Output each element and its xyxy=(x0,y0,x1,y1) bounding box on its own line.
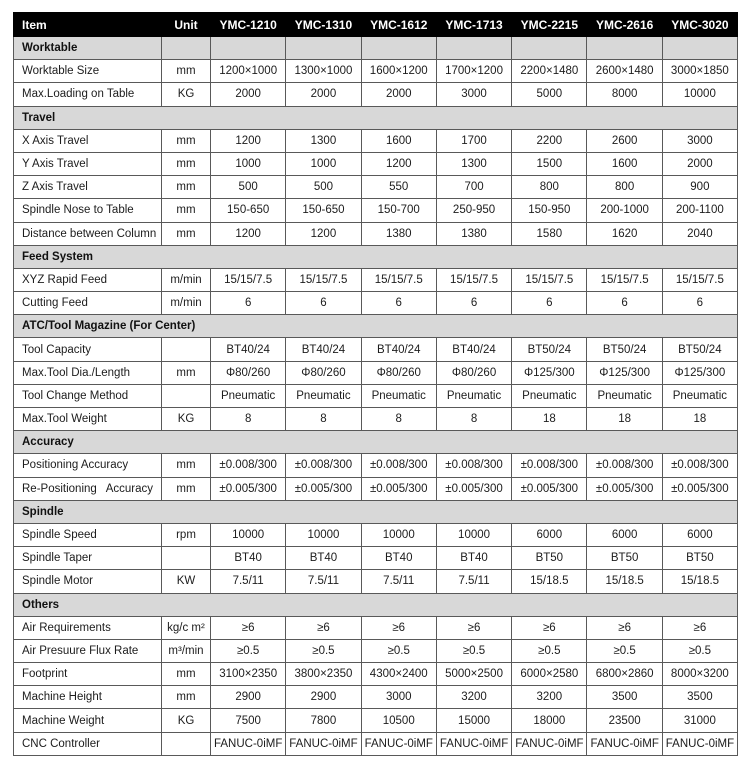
section-row-spindle xyxy=(14,500,738,523)
value-cell: 10000 xyxy=(211,523,286,546)
value-cell: 18000 xyxy=(512,709,587,732)
value-cell: 10500 xyxy=(361,709,436,732)
unit-cell: mm xyxy=(162,477,211,500)
value-cell: 8000 xyxy=(587,83,662,106)
value-cell: 1700×1200 xyxy=(436,60,511,83)
value-cell: 2600×1480 xyxy=(587,60,662,83)
value-cell: 1000 xyxy=(211,152,286,175)
value-cell: 6 xyxy=(211,292,286,315)
value-cell: 1380 xyxy=(361,222,436,245)
spec-row-spindle-motor xyxy=(14,570,738,593)
unit-cell: mm xyxy=(162,152,211,175)
value-cell: 6000×2580 xyxy=(512,663,587,686)
section-title: Feed System xyxy=(14,245,738,268)
value-cell: BT40/24 xyxy=(286,338,361,361)
value-cell: ≥6 xyxy=(211,616,286,639)
spec-row-footprint xyxy=(14,663,738,686)
value-cell: BT40 xyxy=(361,547,436,570)
value-cell: Pneumatic xyxy=(436,384,511,407)
spec-row-tool-change-method xyxy=(14,384,738,407)
value-cell: Pneumatic xyxy=(211,384,286,407)
value-cell: 200-1000 xyxy=(587,199,662,222)
value-cell: ±0.008/300 xyxy=(512,454,587,477)
value-cell: 6 xyxy=(361,292,436,315)
unit-cell: mm xyxy=(162,686,211,709)
row-label: Footprint xyxy=(14,663,162,686)
value-cell: BT40/24 xyxy=(436,338,511,361)
value-cell: 8 xyxy=(361,408,436,431)
column-header-item: Item xyxy=(14,13,162,37)
value-cell: 1700 xyxy=(436,129,511,152)
value-cell: 15/18.5 xyxy=(512,570,587,593)
value-cell: 2000 xyxy=(286,83,361,106)
row-label: Max.Loading on Table xyxy=(14,83,162,106)
value-cell: 2200×1480 xyxy=(512,60,587,83)
section-empty-cell xyxy=(162,37,211,60)
value-cell: 6 xyxy=(512,292,587,315)
value-cell: 3100×2350 xyxy=(211,663,286,686)
value-cell: ±0.005/300 xyxy=(436,477,511,500)
value-cell: 7.5/11 xyxy=(361,570,436,593)
value-cell: 15/15/7.5 xyxy=(436,268,511,291)
value-cell: 8 xyxy=(286,408,361,431)
value-cell: 2900 xyxy=(286,686,361,709)
row-label: Air Requirements xyxy=(14,616,162,639)
spec-row-positioning-accuracy xyxy=(14,454,738,477)
spec-row-y-axis-travel xyxy=(14,152,738,175)
value-cell: 15/15/7.5 xyxy=(211,268,286,291)
row-label: Machine Height xyxy=(14,686,162,709)
value-cell: 1200 xyxy=(286,222,361,245)
value-cell: 1380 xyxy=(436,222,511,245)
spec-row-max-loading-on-table xyxy=(14,83,738,106)
value-cell: 800 xyxy=(587,176,662,199)
value-cell: 7.5/11 xyxy=(211,570,286,593)
section-title: Others xyxy=(14,593,738,616)
row-label: Cutting Feed xyxy=(14,292,162,315)
spec-row-max-tool-weight xyxy=(14,408,738,431)
value-cell: 18 xyxy=(512,408,587,431)
value-cell: ±0.008/300 xyxy=(436,454,511,477)
value-cell: 18 xyxy=(662,408,737,431)
value-cell: 1300 xyxy=(286,129,361,152)
row-label: XYZ Rapid Feed xyxy=(14,268,162,291)
value-cell: 15/15/7.5 xyxy=(361,268,436,291)
section-row-travel xyxy=(14,106,738,129)
unit-cell: mm xyxy=(162,129,211,152)
value-cell: ±0.005/300 xyxy=(211,477,286,500)
value-cell: ±0.008/300 xyxy=(662,454,737,477)
value-cell: Φ80/260 xyxy=(436,361,511,384)
row-label: Spindle Taper xyxy=(14,547,162,570)
value-cell: 3200 xyxy=(436,686,511,709)
value-cell: 1300×1000 xyxy=(286,60,361,83)
row-label: Z Axis Travel xyxy=(14,176,162,199)
unit-cell: mm xyxy=(162,199,211,222)
spec-row-air-presuure-flux-rate xyxy=(14,639,738,662)
value-cell: 15/18.5 xyxy=(662,570,737,593)
value-cell: 3500 xyxy=(587,686,662,709)
unit-cell: rpm xyxy=(162,523,211,546)
section-row-atc-tool-magazine-for-center xyxy=(14,315,738,338)
unit-cell: mm xyxy=(162,454,211,477)
spec-row-cnc-controller xyxy=(14,732,738,755)
value-cell: ±0.008/300 xyxy=(587,454,662,477)
value-cell: 2000 xyxy=(662,152,737,175)
value-cell: BT50/24 xyxy=(512,338,587,361)
value-cell: Φ80/260 xyxy=(286,361,361,384)
spec-row-xyz-rapid-feed xyxy=(14,268,738,291)
value-cell: 550 xyxy=(361,176,436,199)
value-cell: Pneumatic xyxy=(361,384,436,407)
value-cell: 3000 xyxy=(662,129,737,152)
value-cell: 1500 xyxy=(512,152,587,175)
value-cell: 1200 xyxy=(211,129,286,152)
section-title: Spindle xyxy=(14,500,738,523)
value-cell: 150-950 xyxy=(512,199,587,222)
value-cell: BT50 xyxy=(662,547,737,570)
value-cell: 5000 xyxy=(512,83,587,106)
value-cell: 2900 xyxy=(211,686,286,709)
value-cell: ≥6 xyxy=(512,616,587,639)
value-cell: BT40/24 xyxy=(211,338,286,361)
section-row-worktable xyxy=(14,37,738,60)
value-cell: ±0.008/300 xyxy=(286,454,361,477)
value-cell: BT50/24 xyxy=(662,338,737,361)
value-cell: FANUC-0iMF xyxy=(587,732,662,755)
row-label: Tool Change Method xyxy=(14,384,162,407)
row-label: Positioning Accuracy xyxy=(14,454,162,477)
value-cell: Φ80/260 xyxy=(211,361,286,384)
row-label: X Axis Travel xyxy=(14,129,162,152)
value-cell: ≥6 xyxy=(436,616,511,639)
section-row-feed-system xyxy=(14,245,738,268)
value-cell: 15/15/7.5 xyxy=(662,268,737,291)
value-cell: 15000 xyxy=(436,709,511,732)
value-cell: 3000×1850 xyxy=(662,60,737,83)
value-cell: Pneumatic xyxy=(662,384,737,407)
value-cell: Φ125/300 xyxy=(512,361,587,384)
value-cell: 1000 xyxy=(286,152,361,175)
spec-row-worktable-size xyxy=(14,60,738,83)
section-title: Travel xyxy=(14,106,738,129)
value-cell: 4300×2400 xyxy=(361,663,436,686)
row-label: Air Presuure Flux Rate xyxy=(14,639,162,662)
unit-cell: kg/c m² xyxy=(162,616,211,639)
section-empty-cell xyxy=(436,37,511,60)
value-cell: 700 xyxy=(436,176,511,199)
value-cell: 10000 xyxy=(361,523,436,546)
value-cell: 8000×3200 xyxy=(662,663,737,686)
section-row-others xyxy=(14,593,738,616)
value-cell: 7800 xyxy=(286,709,361,732)
value-cell: 6 xyxy=(587,292,662,315)
value-cell: FANUC-0iMF xyxy=(361,732,436,755)
value-cell: 2200 xyxy=(512,129,587,152)
value-cell: ≥0.5 xyxy=(211,639,286,662)
value-cell: 3500 xyxy=(662,686,737,709)
value-cell: 6000 xyxy=(662,523,737,546)
value-cell: ±0.008/300 xyxy=(361,454,436,477)
value-cell: 15/15/7.5 xyxy=(587,268,662,291)
spec-row-z-axis-travel xyxy=(14,176,738,199)
value-cell: ≥6 xyxy=(662,616,737,639)
value-cell: 6 xyxy=(436,292,511,315)
column-header-model: YMC-3020 xyxy=(662,13,737,37)
row-label: Spindle Nose to Table xyxy=(14,199,162,222)
column-header-model: YMC-1210 xyxy=(211,13,286,37)
value-cell: ≥0.5 xyxy=(512,639,587,662)
row-label: Tool Capacity xyxy=(14,338,162,361)
unit-cell: mm xyxy=(162,176,211,199)
row-label: Y Axis Travel xyxy=(14,152,162,175)
spec-row-distance-between-column xyxy=(14,222,738,245)
value-cell: 10000 xyxy=(286,523,361,546)
spec-row-x-axis-travel xyxy=(14,129,738,152)
value-cell: ≥6 xyxy=(286,616,361,639)
value-cell: FANUC-0iMF xyxy=(662,732,737,755)
value-cell: ≥0.5 xyxy=(361,639,436,662)
unit-cell: mm xyxy=(162,663,211,686)
value-cell: 1580 xyxy=(512,222,587,245)
table-body xyxy=(14,37,738,756)
value-cell: 150-650 xyxy=(211,199,286,222)
value-cell: 6000 xyxy=(512,523,587,546)
row-label: Max.Tool Weight xyxy=(14,408,162,431)
value-cell: 6 xyxy=(286,292,361,315)
machine-spec-table xyxy=(13,12,738,756)
value-cell: ±0.005/300 xyxy=(662,477,737,500)
unit-cell: m³/min xyxy=(162,639,211,662)
row-label: Spindle Speed xyxy=(14,523,162,546)
value-cell: 1200 xyxy=(361,152,436,175)
unit-cell: mm xyxy=(162,361,211,384)
value-cell: BT50 xyxy=(587,547,662,570)
value-cell: 1300 xyxy=(436,152,511,175)
value-cell: ±0.005/300 xyxy=(512,477,587,500)
spec-row-spindle-speed xyxy=(14,523,738,546)
unit-cell: KW xyxy=(162,570,211,593)
value-cell: ≥6 xyxy=(361,616,436,639)
spec-row-re-positioning-accuracy xyxy=(14,477,738,500)
value-cell: 15/15/7.5 xyxy=(512,268,587,291)
unit-cell: KG xyxy=(162,83,211,106)
table-header xyxy=(14,13,738,37)
spec-row-air-requirements xyxy=(14,616,738,639)
section-title: ATC/Tool Magazine (For Center) xyxy=(14,315,738,338)
value-cell: 8 xyxy=(211,408,286,431)
value-cell: 6800×2860 xyxy=(587,663,662,686)
value-cell: 6 xyxy=(662,292,737,315)
value-cell: 3000 xyxy=(361,686,436,709)
value-cell: 15/18.5 xyxy=(587,570,662,593)
value-cell: 1600 xyxy=(361,129,436,152)
row-label: Re-Positioning Accuracy xyxy=(14,477,162,500)
row-label: Distance between Column xyxy=(14,222,162,245)
value-cell: 1600 xyxy=(587,152,662,175)
value-cell: ≥0.5 xyxy=(286,639,361,662)
value-cell: 3000 xyxy=(436,83,511,106)
value-cell: 10000 xyxy=(436,523,511,546)
row-label: CNC Controller xyxy=(14,732,162,755)
value-cell: 200-1100 xyxy=(662,199,737,222)
value-cell: 7.5/11 xyxy=(436,570,511,593)
column-header-unit: Unit xyxy=(162,13,211,37)
row-label: Machine Weight xyxy=(14,709,162,732)
spec-row-max-tool-dia-length xyxy=(14,361,738,384)
value-cell: BT40 xyxy=(211,547,286,570)
value-cell: BT50/24 xyxy=(587,338,662,361)
value-cell: Pneumatic xyxy=(587,384,662,407)
value-cell: BT40 xyxy=(436,547,511,570)
value-cell: ≥0.5 xyxy=(436,639,511,662)
spec-row-spindle-taper xyxy=(14,547,738,570)
value-cell: 1620 xyxy=(587,222,662,245)
value-cell: 31000 xyxy=(662,709,737,732)
value-cell: ≥0.5 xyxy=(662,639,737,662)
value-cell: 2000 xyxy=(361,83,436,106)
value-cell: 500 xyxy=(211,176,286,199)
value-cell: FANUC-0iMF xyxy=(211,732,286,755)
unit-cell: mm xyxy=(162,222,211,245)
unit-cell: mm xyxy=(162,60,211,83)
value-cell: 10000 xyxy=(662,83,737,106)
value-cell: 800 xyxy=(512,176,587,199)
unit-cell: m/min xyxy=(162,268,211,291)
unit-cell xyxy=(162,732,211,755)
value-cell: 1200 xyxy=(211,222,286,245)
value-cell: ±0.008/300 xyxy=(211,454,286,477)
section-empty-cell xyxy=(211,37,286,60)
row-label: Spindle Motor xyxy=(14,570,162,593)
section-empty-cell xyxy=(587,37,662,60)
value-cell: Pneumatic xyxy=(286,384,361,407)
spec-row-cutting-feed xyxy=(14,292,738,315)
value-cell: 900 xyxy=(662,176,737,199)
spec-row-tool-capacity xyxy=(14,338,738,361)
value-cell: 8 xyxy=(436,408,511,431)
value-cell: 7.5/11 xyxy=(286,570,361,593)
value-cell: 2040 xyxy=(662,222,737,245)
value-cell: ±0.005/300 xyxy=(587,477,662,500)
unit-cell xyxy=(162,338,211,361)
column-header-model: YMC-1310 xyxy=(286,13,361,37)
value-cell: FANUC-0iMF xyxy=(436,732,511,755)
column-header-model: YMC-1612 xyxy=(361,13,436,37)
section-empty-cell xyxy=(361,37,436,60)
row-label: Worktable Size xyxy=(14,60,162,83)
value-cell: 18 xyxy=(587,408,662,431)
column-header-model: YMC-1713 xyxy=(436,13,511,37)
value-cell: 7500 xyxy=(211,709,286,732)
section-empty-cell xyxy=(512,37,587,60)
value-cell: 150-650 xyxy=(286,199,361,222)
value-cell: 1600×1200 xyxy=(361,60,436,83)
value-cell: 500 xyxy=(286,176,361,199)
spec-row-machine-height xyxy=(14,686,738,709)
value-cell: ±0.005/300 xyxy=(361,477,436,500)
section-empty-cell xyxy=(662,37,737,60)
header-row xyxy=(14,13,738,37)
unit-cell: KG xyxy=(162,408,211,431)
value-cell: ≥6 xyxy=(587,616,662,639)
spec-row-spindle-nose-to-table xyxy=(14,199,738,222)
section-title: Accuracy xyxy=(14,431,738,454)
value-cell: 3800×2350 xyxy=(286,663,361,686)
value-cell: BT40 xyxy=(286,547,361,570)
value-cell: 250-950 xyxy=(436,199,511,222)
value-cell: ±0.005/300 xyxy=(286,477,361,500)
value-cell: Φ125/300 xyxy=(587,361,662,384)
unit-cell: KG xyxy=(162,709,211,732)
value-cell: BT40/24 xyxy=(361,338,436,361)
column-header-model: YMC-2616 xyxy=(587,13,662,37)
value-cell: 5000×2500 xyxy=(436,663,511,686)
section-row-accuracy xyxy=(14,431,738,454)
value-cell: Pneumatic xyxy=(512,384,587,407)
column-header-model: YMC-2215 xyxy=(512,13,587,37)
unit-cell xyxy=(162,547,211,570)
spec-row-machine-weight xyxy=(14,709,738,732)
value-cell: FANUC-0iMF xyxy=(512,732,587,755)
value-cell: ≥0.5 xyxy=(587,639,662,662)
section-empty-cell xyxy=(286,37,361,60)
section-title: Worktable xyxy=(14,37,162,60)
value-cell: 150-700 xyxy=(361,199,436,222)
value-cell: FANUC-0iMF xyxy=(286,732,361,755)
value-cell: 2000 xyxy=(211,83,286,106)
value-cell: 15/15/7.5 xyxy=(286,268,361,291)
unit-cell: m/min xyxy=(162,292,211,315)
value-cell: Φ80/260 xyxy=(361,361,436,384)
value-cell: 23500 xyxy=(587,709,662,732)
unit-cell xyxy=(162,384,211,407)
value-cell: 2600 xyxy=(587,129,662,152)
value-cell: Φ125/300 xyxy=(662,361,737,384)
value-cell: 1200×1000 xyxy=(211,60,286,83)
value-cell: 6000 xyxy=(587,523,662,546)
value-cell: BT50 xyxy=(512,547,587,570)
value-cell: 3200 xyxy=(512,686,587,709)
row-label: Max.Tool Dia./Length xyxy=(14,361,162,384)
